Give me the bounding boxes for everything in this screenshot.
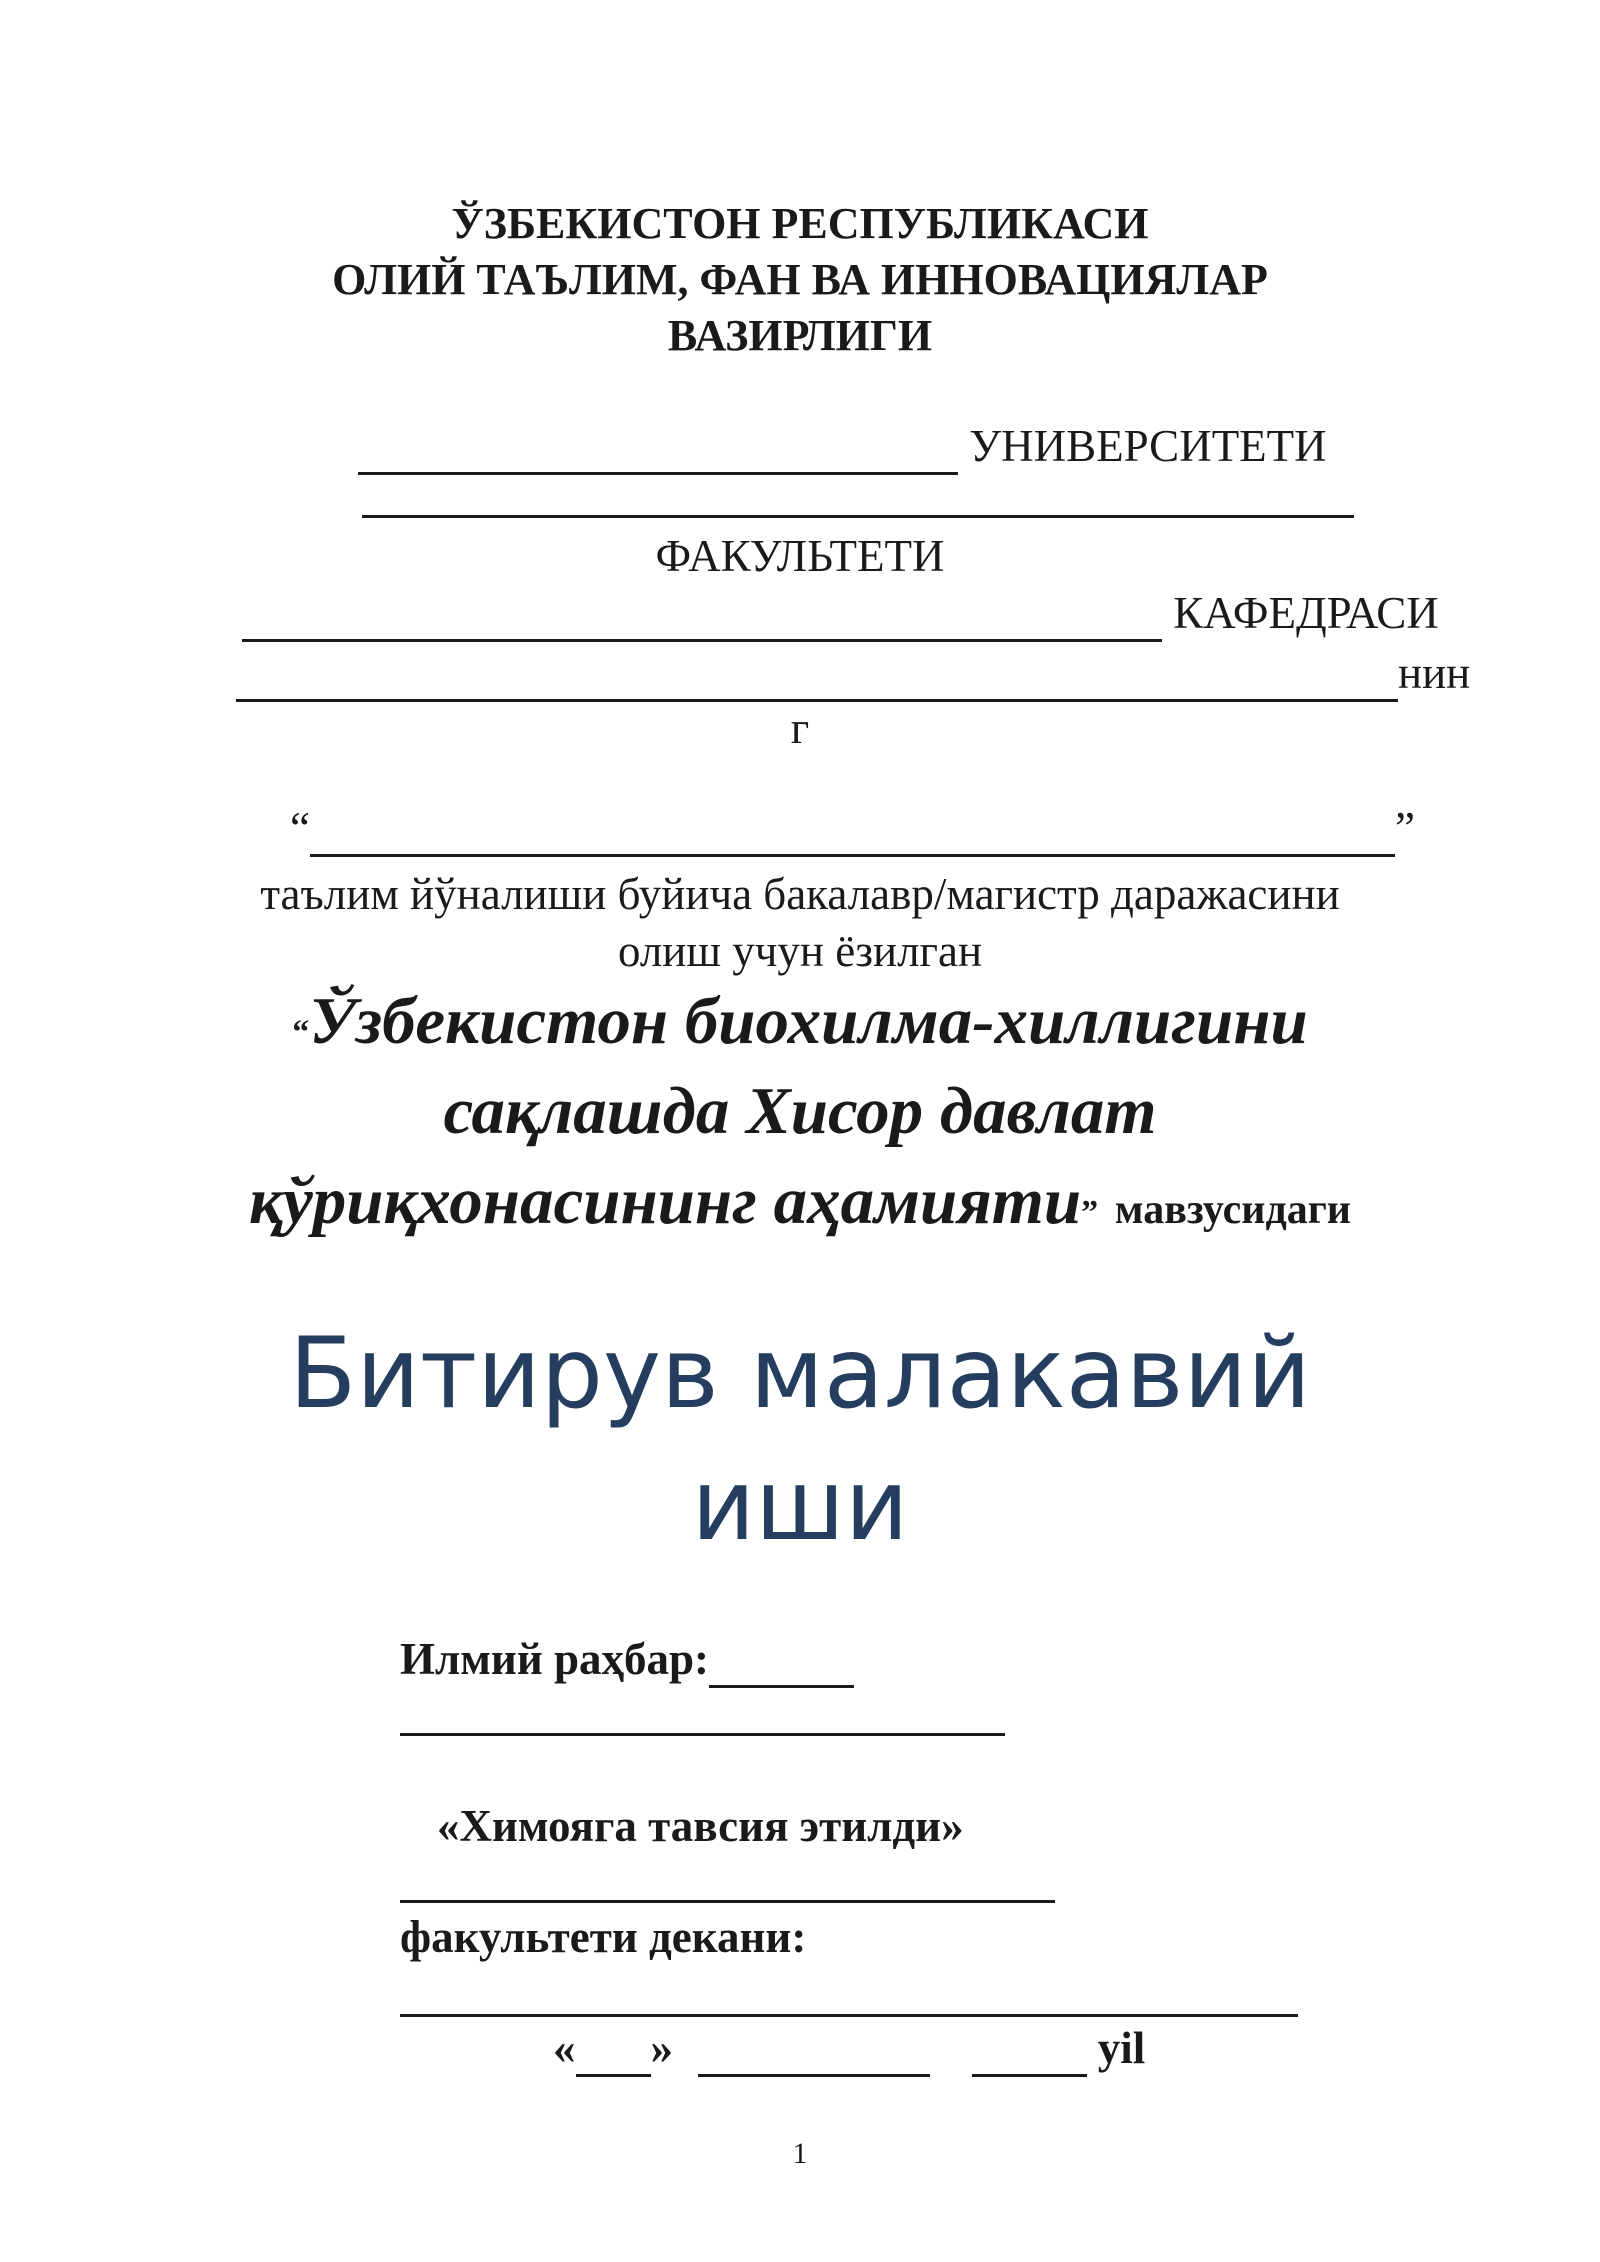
- student-line: [236, 647, 1470, 702]
- page-number: 1: [792, 2137, 808, 2170]
- ministry-line-3: ВАЗИРЛИГИ: [667, 311, 933, 360]
- dean-blank: [400, 2014, 1298, 2017]
- topic-line-1: [0, 976, 1600, 1078]
- ministry-line-2: ОЛИЙ ТАЪЛИМ, ФАН ВА ИННОВАЦИЯЛАР: [332, 255, 1268, 304]
- date-line: [553, 2022, 1145, 2077]
- department-label: КАФЕДРАСИ: [1173, 588, 1439, 638]
- direction-text-2: олиш учун ёзилган: [617, 926, 983, 976]
- recommended-blank: [400, 1900, 1055, 1903]
- topic-open-quote: “: [292, 1014, 310, 1051]
- department-blank: [242, 587, 1162, 642]
- student-suffix-2: г: [790, 703, 810, 753]
- topic-close-quote: ”: [1081, 1194, 1099, 1231]
- direction-text: таълим йўналиши буйича бакалавр/магистр даражасини: [260, 869, 1340, 919]
- topic-line-3: [0, 1156, 1600, 1258]
- advisor-line: [400, 1633, 854, 1688]
- direction-close-quote: ”: [1394, 803, 1415, 853]
- heading-line-2: иши: [691, 1449, 909, 1563]
- topic-text-3: қўриқхонасининг аҳамияти: [249, 1164, 1082, 1238]
- heading-line-1: Битирув малакавий: [289, 1317, 1311, 1431]
- date-month-blank: [698, 2022, 930, 2077]
- date-close-quote: »: [650, 2023, 673, 2073]
- university-label: УНИВЕРСИТЕТИ: [969, 421, 1327, 471]
- direction-open-quote: “: [290, 803, 310, 853]
- faculty-blank: [362, 515, 1354, 518]
- advisor-blank: [400, 1733, 1005, 1736]
- date-year-suffix: yil: [1097, 2023, 1146, 2073]
- student-suffix: нин: [1398, 648, 1471, 698]
- direction-line: [290, 802, 1415, 857]
- university-blank: [358, 420, 958, 475]
- ministry-line-1: ЎЗБЕКИСТОН РЕСПУБЛИКАСИ: [451, 199, 1149, 248]
- direction-blank: [310, 802, 1395, 857]
- advisor-label: Илмий раҳбар:: [400, 1634, 710, 1684]
- topic-text-1: Ўзбекистон биохилма-хиллигини: [309, 984, 1308, 1058]
- faculty-label: ФАКУЛЬТЕТИ: [655, 531, 945, 581]
- student-blank: [236, 647, 1398, 702]
- date-open-quote: «: [553, 2023, 576, 2073]
- date-year-blank: [972, 2022, 1087, 2077]
- recommended-label: «Химояга тавсия этилди»: [437, 1801, 964, 1851]
- topic-tail: мавзусидаги: [1114, 1187, 1351, 1233]
- advisor-blank-short: [709, 1633, 854, 1688]
- university-line: [358, 420, 1327, 475]
- department-line: [242, 587, 1439, 642]
- topic-line-2: сақлашда Хисор давлат: [443, 1074, 1157, 1148]
- dean-label: факультети декани:: [400, 1912, 807, 1962]
- date-day-blank: [576, 2022, 651, 2077]
